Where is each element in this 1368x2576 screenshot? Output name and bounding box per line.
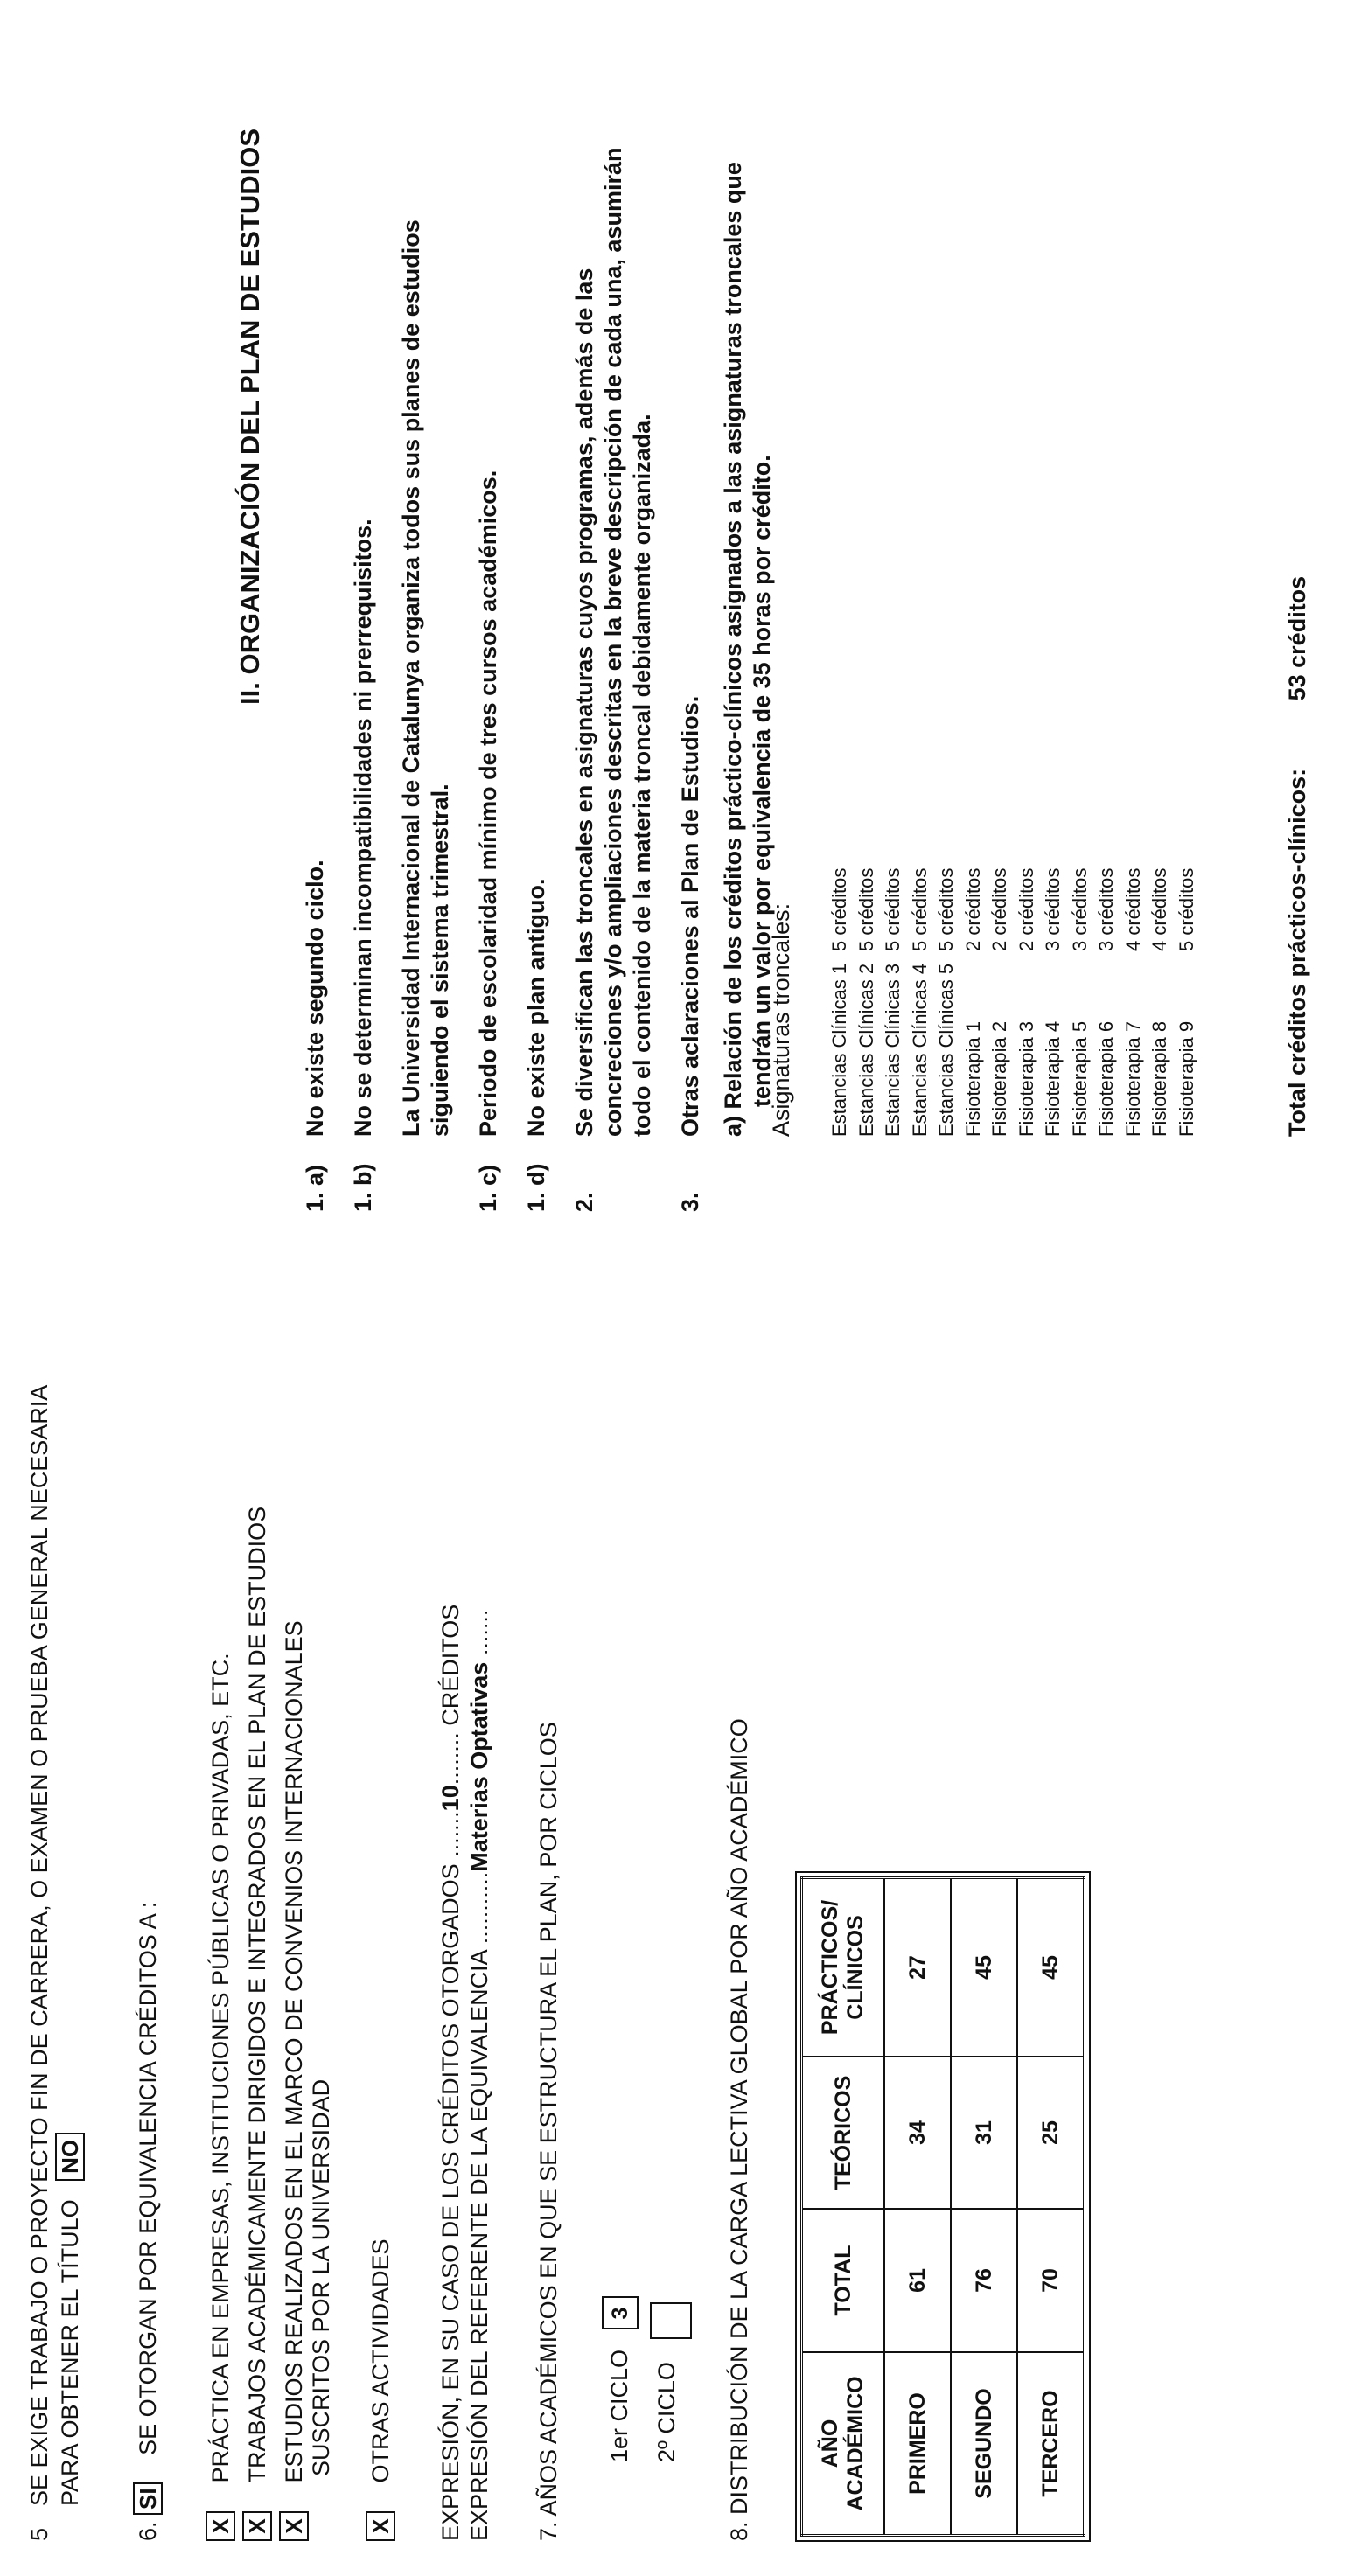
credit-item-1: X PRÁCTICA EN EMPRESAS, INSTITUCIONES PÚBLICAS O PRIVADAS, ETC. (206, 1653, 235, 2541)
page-title: II. ORGANIZACIÓN DEL PLAN DE ESTUDIOS (234, 128, 265, 705)
list-item: Fisioterapia 9 5 créditos (1175, 867, 1197, 1137)
para-3: 3. Otras aclaraciones al Plan de Estudios. (677, 695, 703, 1212)
equivalence-expression: EXPRESIÓN DEL REFERENTE DE LA EQUIVALENCIA ...........Materias Optativas ....... (466, 1609, 492, 2541)
ciclo-2-value-box (650, 2302, 692, 2339)
carga-lectiva-table (800, 1876, 1085, 2537)
col-header-teoricos: TEÓRICOS (802, 2057, 885, 2209)
para-2: 2. Se diversifican las troncales en asignaturas cuyos programas, además de las concreciones y/o ampliaciones descritas en la breve descripción de cada una, asumirán todo el contenido de la materia troncal debidamente organizada. (571, 147, 655, 1212)
para-1d: 1. d) No existe plan antiguo. (523, 878, 549, 1212)
list-item: Fisioterapia 4 3 créditos (1042, 867, 1064, 1137)
table-row: TERCERO 70 25 45 (1017, 1878, 1085, 2536)
checkbox-checked: X (366, 2511, 395, 2541)
list-item: Estancias Clínicas 1 5 créditos (828, 867, 850, 1137)
ciclo-2: 2º CICLO (650, 2302, 692, 2462)
section-7-heading: 7. AÑOS ACADÉMICOS EN QUE SE ESTRUCTURA EL PLAN, POR CICLOS (535, 1722, 562, 2541)
section-5-line1: SE EXIGE TRABAJO O PROYECTO FIN DE CARRERA, O EXAMEN O PRUEBA GENERAL NECESARIA (26, 1384, 52, 2506)
section-6-heading: SE OTORGAN POR EQUIVALENCIA CRÉDITOS A : (135, 1901, 161, 2455)
note-a: a) Relación de los créditos práctico-clínicos asignados a las asignaturas troncales que tendrán un valor por equivalencia de 35 horas por crédito. (720, 162, 775, 1137)
list-item: Estancias Clínicas 4 5 créditos (908, 867, 931, 1137)
table-row: SEGUNDO 76 31 45 (951, 1878, 1017, 2536)
list-item: Fisioterapia 6 3 créditos (1095, 867, 1117, 1137)
section-8-heading: 8. DISTRIBUCIÓN DE LA CARGA LECTIVA GLOBAL POR AÑO ACADÉMICO (726, 1718, 752, 2541)
col-header-total: TOTAL (802, 2209, 885, 2352)
ciclo-1: 1er CICLO 3 (602, 2297, 639, 2463)
checkbox-checked: X (206, 2511, 235, 2541)
section-6-header (133, 1902, 163, 2541)
list-item: Estancias Clínicas 2 5 créditos (855, 867, 877, 1137)
para-1b: 1. b) No se determinan incompatibilidades ni prerrequisitos. (350, 519, 376, 1212)
section-6-number: 6. (135, 2521, 161, 2541)
subjects-list (827, 868, 1200, 1137)
section-5-answer-box: NO (55, 2133, 85, 2181)
table-row: PRIMERO 61 34 27 (884, 1878, 951, 2536)
credit-item-3: X ESTUDIOS REALIZADOS EN EL MARCO DE CONVENIOS INTERNACIONALES (279, 1620, 309, 2541)
col-header-practicos: PRÁCTICOS/ CLÍNICOS (802, 1878, 885, 2057)
col-header-ano: AÑO ACADÉMICO (802, 2352, 885, 2536)
total-credits: Total créditos prácticos-clínicos: 53 créditos (1284, 575, 1310, 1137)
section-5-number: 5 (26, 2527, 52, 2541)
list-item: Fisioterapia 7 4 créditos (1121, 867, 1144, 1137)
list-item: Fisioterapia 8 4 créditos (1148, 867, 1170, 1137)
list-item: Estancias Clínicas 5 5 créditos (935, 867, 957, 1137)
credit-item-3-cont: SUSCRITOS POR LA UNIVERSIDAD (308, 2078, 334, 2476)
list-item: Estancias Clínicas 3 5 créditos (882, 867, 904, 1137)
subjects-heading: Asignaturas troncales: (768, 902, 794, 1137)
para-1a: 1. a) No existe segundo ciclo. (302, 860, 328, 1212)
para-trimestral: La Universidad Internacional de Catalunya organiza todos sus planes de estudios siguiendo el sistema trimestral. (398, 219, 453, 1137)
para-1c: 1. c) Periodo de escolaridad mínimo de tres cursos académicos. (475, 470, 501, 1212)
credit-item-2: X TRABAJOS ACADÉMICAMENTE DIRIGIDOS E INTEGRADOS EN EL PLAN DE ESTUDIOS (242, 1507, 272, 2541)
section-6-answer-box: SI (133, 2482, 163, 2515)
list-item: Fisioterapia 2 2 créditos (988, 867, 1010, 1137)
checkbox-checked: X (242, 2511, 272, 2541)
organization-paragraphs (301, 148, 777, 1212)
list-item: Fisioterapia 1 2 créditos (961, 867, 984, 1137)
credit-item-4: X OTRAS ACTIVIDADES (366, 2238, 395, 2541)
credits-expression: EXPRESIÓN, EN SU CASO DE LOS CRÉDITOS OTORGADOS .......10........ CRÉDITOS (437, 1604, 464, 2541)
checkbox-checked: X (279, 2511, 309, 2541)
ciclo-1-value-box: 3 (602, 2297, 639, 2330)
section-5-line2: PARA OBTENER EL TÍTULO NO (55, 2133, 85, 2506)
list-item: Fisioterapia 3 2 créditos (1015, 867, 1037, 1137)
list-item: Fisioterapia 5 3 créditos (1068, 867, 1091, 1137)
